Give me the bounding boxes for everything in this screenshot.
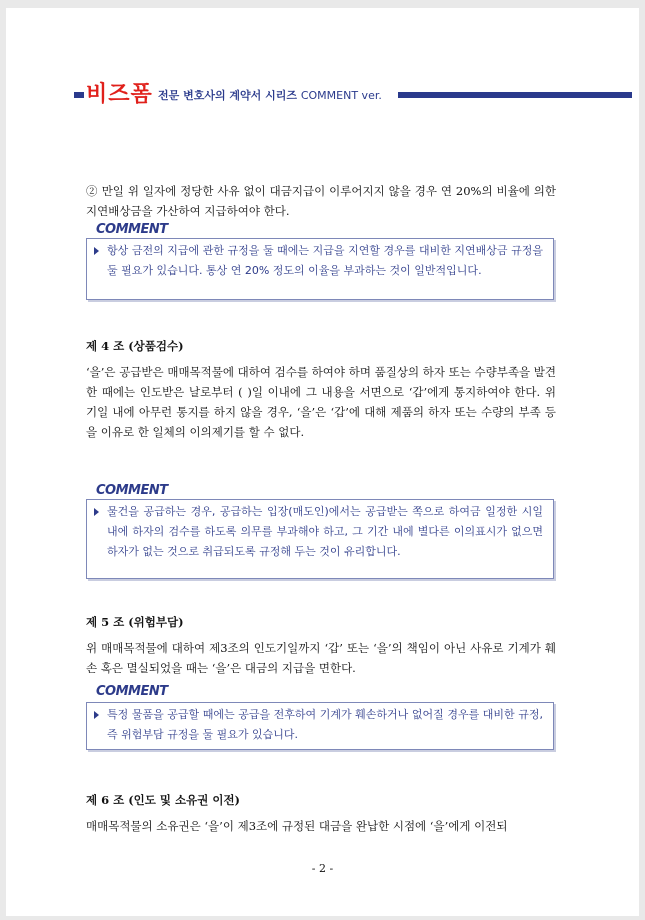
header-rule-right: [398, 92, 632, 98]
comment-box: [86, 702, 554, 750]
bullet-triangle-icon: [94, 508, 99, 516]
comment-text: 물건을 공급하는 경우, 공급하는 입장(매도인)에서는 공급받는 쪽으로 하여금 일정한 시일 내에 하자의 검수를 하도록 의무를 부과해야 하고, 그 기간 내에 별다른 이의표시가 없으면 하자가 없는 것으로 취급되도록 규정해 두는 것이 유리합니다.: [107, 505, 543, 558]
article-6-body: 매매목적물의 소유권은 ‘을’이 제3조에 규정된 대금을 완납한 시점에 ‘을’에게 이전되: [86, 819, 508, 833]
comment-text: 특정 물품을 공급할 때에는 공급을 전후하여 기계가 훼손하거나 없어질 경우를 대비한 규정, 즉 위험부담 규정을 둘 필요가 있습니다.: [107, 708, 543, 741]
series-title: 전문 변호사의 계약서 시리즈: [158, 89, 297, 102]
comment-box: [86, 238, 554, 300]
comment-label: COMMENT: [96, 483, 168, 498]
article-6-title: 제 6 조 (인도 및 소유권 이전): [86, 793, 240, 807]
article-4-title: 제 4 조 (상품검수): [86, 339, 184, 353]
comment-label: COMMENT: [96, 222, 168, 237]
page-number: - 2 -: [311, 862, 334, 875]
version-label: COMMENT ver.: [300, 89, 382, 102]
clause-item-2: ② 만일 위 일자에 정당한 사유 없이 대금지급이 이루어지지 않을 경우 연 20%의 비율에 의한 지연배상금을 가산하여 지급하여야 한다.: [86, 184, 556, 218]
bullet-triangle-icon: [94, 711, 99, 719]
header-subtitle: [158, 87, 382, 103]
comment-text: 항상 금전의 지급에 관한 규정을 둘 때에는 지급을 지연할 경우를 대비한 지연배상금 규정을 둘 필요가 있습니다. 통상 연 20% 정도의 이율을 부과하는 것이 일반적입니다.: [107, 244, 543, 277]
comment-box: [86, 499, 554, 579]
article-5-title: 제 5 조 (위험부담): [86, 615, 184, 629]
article-4-body: ‘을’은 공급받은 매매목적물에 대하여 검수를 하여야 하며 품질상의 하자 또는 수량부족을 발견한 때에는 인도받은 날로부터 ( )일 이내에 그 내용을 서면으로 ‘갑’에게 통지하여야 한다. 위 기일 내에 아무런 통지를 하지 않을 경우, ‘을’은 ‘갑’에 대해 제품의 하자 또는 수량의 부족 등을 이유로 한 일체의 이의제기를 할 수 없다.: [86, 365, 556, 439]
brand-logo: 비즈폼: [86, 82, 153, 107]
document-page: [6, 8, 639, 916]
header-rule-left: [74, 92, 84, 98]
bullet-triangle-icon: [94, 247, 99, 255]
article-5-body: 위 매매목적물에 대하여 제3조의 인도기일까지 ‘갑’ 또는 ‘을’의 책임이 아닌 사유로 기계가 훼손 혹은 멸실되었을 때는 ‘을’은 대금의 지급을 면한다.: [86, 641, 556, 675]
comment-label: COMMENT: [96, 684, 168, 699]
